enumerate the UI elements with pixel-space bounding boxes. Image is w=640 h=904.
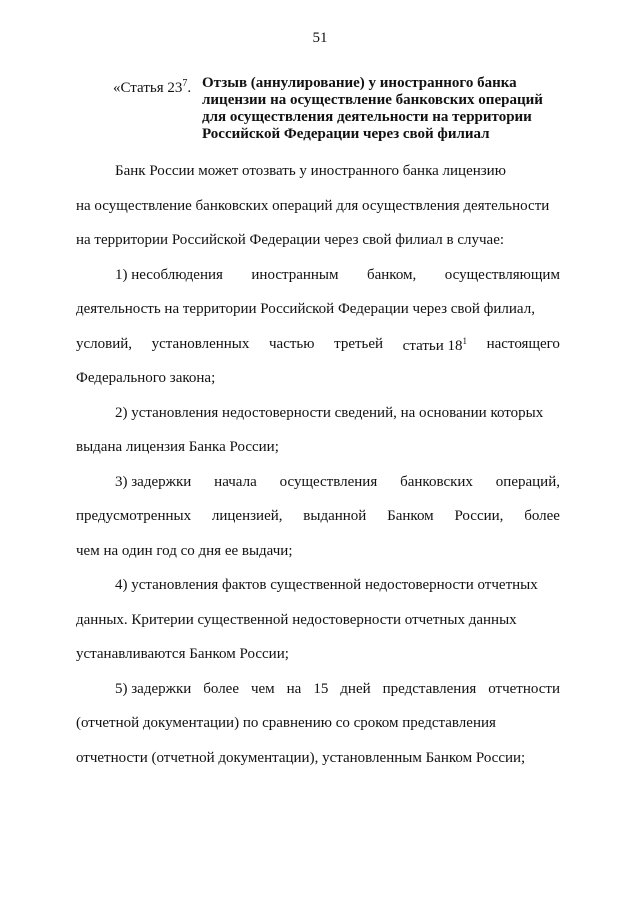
item-1-line-3: условий, установленных частью третьей статьи $18^1$ настоящего <box>76 336 560 354</box>
item-2-line-1: 2) установления недостоверности сведений, на основании которых <box>115 405 544 421</box>
item-1-line-2: деятельность на территории Российской Федерации через свой филиал, <box>76 301 535 317</box>
item-4-line-2: данных. Критерии существенной недостоверности отчетных данных <box>76 612 517 628</box>
item-5-line-3: отчетности (отчетной документации), установленным Банком России; <box>76 750 526 766</box>
item-5-line-2: (отчетной документации) по сравнению со сроком представления <box>76 715 496 731</box>
article-title-line: Российской Федерации через свой филиал <box>202 126 490 142</box>
item-1-line-4: Федерального закона; <box>76 370 216 386</box>
intro-line-1: Банк России может отозвать у иностранного банка лицензию <box>115 163 506 179</box>
item-3-line-3: чем на один год со дня ее выдачи; <box>76 543 293 559</box>
article-title-line: лицензии на осуществление банковских операций <box>202 92 543 108</box>
intro-line-3: на территории Российской Федерации через свой филиал в случае: <box>76 232 505 248</box>
article-label: «Статья $23^7$. <box>113 78 192 96</box>
page-number: 51 <box>312 30 328 46</box>
item-3-line-2: предусмотренных лицензией, выданной Банком России, более <box>76 508 560 524</box>
item-4-line-3: устанавливаются Банком России; <box>76 646 289 662</box>
article-title-line: для осуществления деятельности на территории <box>202 109 532 125</box>
item-2-line-2: выдана лицензия Банка России; <box>76 439 279 455</box>
item-1-line-1: 1) несоблюдения иностранным банком, осуществляющим <box>115 267 560 283</box>
article-title-line: Отзыв (аннулирование) у иностранного банка <box>202 75 517 91</box>
item-4-line-1: 4) установления фактов существенной недостоверности отчетных <box>115 577 538 593</box>
intro-line-2: на осуществление банковских операций для осуществления деятельности <box>76 198 550 214</box>
article-title <box>202 75 562 143</box>
item-3-line-1: 3) задержки начала осуществления банковских операций, <box>115 474 560 490</box>
item-5-line-1: 5) задержки более чем на 15 дней представления отчетности <box>115 681 560 697</box>
